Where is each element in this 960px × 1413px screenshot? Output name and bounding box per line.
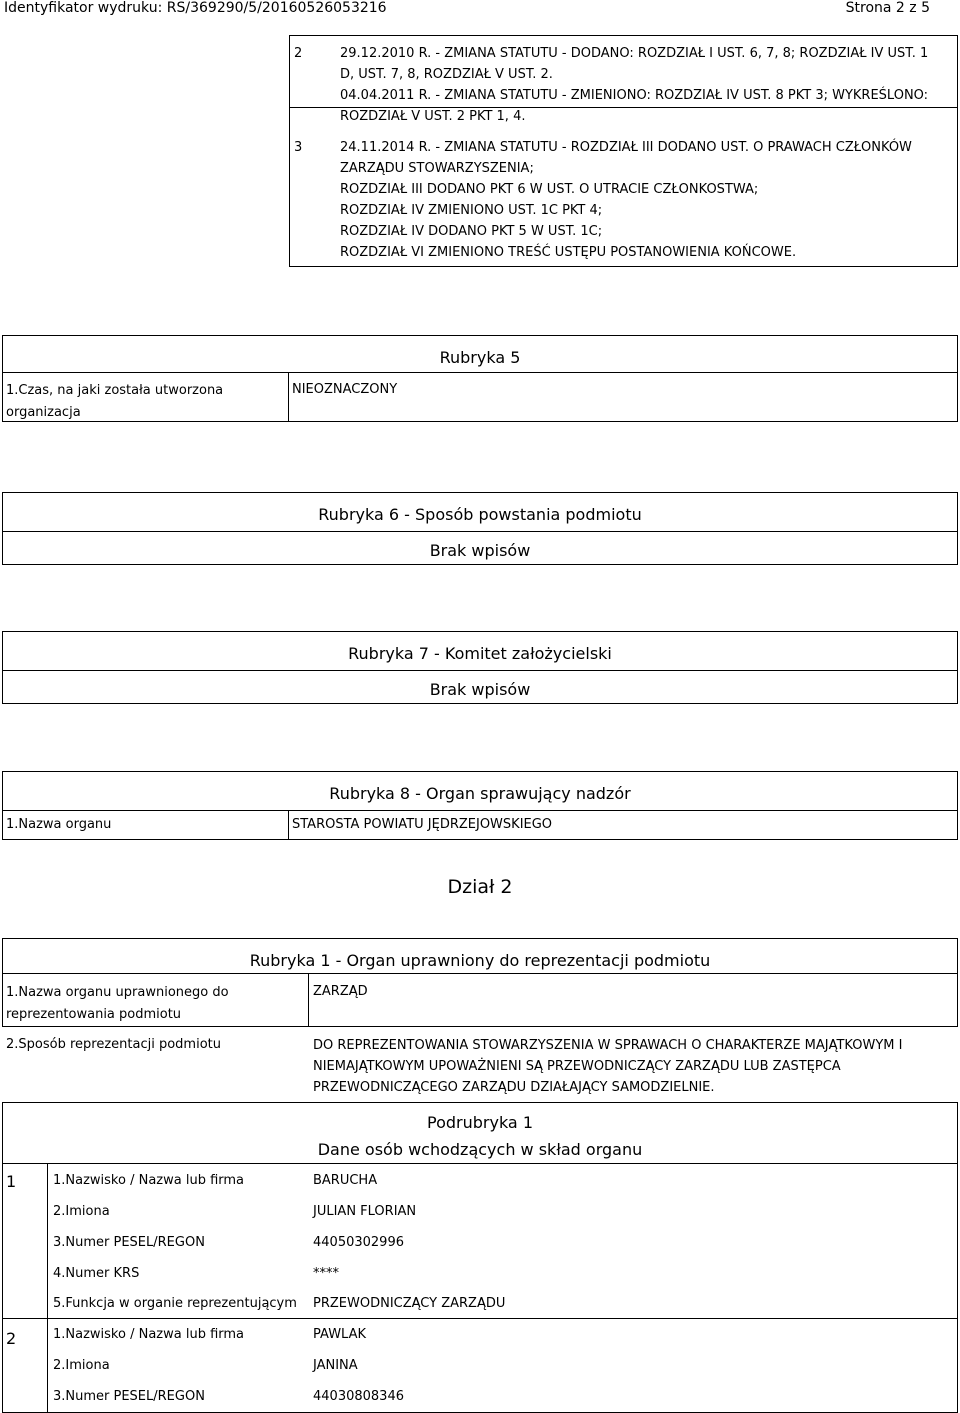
rubryka6-empty: Brak wpisów (429, 541, 531, 560)
rubryka8-value: STAROSTA POWIATU JĘDRZEJOWSKIEGO (292, 817, 553, 832)
organ-name-label-line: reprezentowania podmiotu (6, 1007, 182, 1022)
print-identifier: Identyfikator wydruku: RS/369290/5/20160526053216 (4, 0, 387, 16)
organ-name-label (6, 982, 229, 1026)
field-value: BARUCHA (313, 1173, 378, 1188)
field-label: 2.Imiona (53, 1204, 110, 1219)
representation-label: 2.Sposób reprezentacji podmiotu (6, 1037, 221, 1052)
change-line: ROZDZIAŁ IV ZMIENIONO UST. 1C PKT 4; (340, 203, 603, 218)
rubryka8-title: Rubryka 8 - Organ sprawujący nadzór (329, 784, 631, 803)
rubryka5-title: Rubryka 5 (439, 348, 521, 367)
rubryka6-title: Rubryka 6 - Sposób powstania podmiotu (318, 505, 642, 524)
field-label: 1.Nazwisko / Nazwa lub firma (53, 1173, 245, 1188)
rubryka8-label: 1.Nazwa organu (6, 817, 112, 832)
field-value: PRZEWODNICZĄCY ZARZĄDU (313, 1296, 506, 1311)
change-line: ROZDZIAŁ III DODANO PKT 6 W UST. O UTRACIE CZŁONKOSTWA; (340, 182, 759, 197)
change-entry (340, 137, 912, 263)
organ-name-value-cell (308, 973, 958, 1027)
organ-name-value: ZARZĄD (313, 984, 368, 999)
field-label: 4.Numer KRS (53, 1266, 140, 1281)
person-number: 2 (6, 1329, 17, 1348)
field-label: 2.Imiona (53, 1358, 110, 1373)
rubryka7-empty: Brak wpisów (429, 680, 531, 699)
field-label: 5.Funkcja w organie reprezentującym (53, 1296, 297, 1311)
person-number: 1 (6, 1172, 17, 1191)
representation-line: PRZEWODNICZĄCEGO ZARZĄDU DZIAŁAJĄCY SAMODZIELNIE. (313, 1080, 715, 1095)
field-value: 44030808346 (313, 1389, 404, 1404)
field-label: 3.Numer PESEL/REGON (53, 1389, 205, 1404)
organ-name-label-line: 1.Nazwa organu uprawnionego do (6, 985, 229, 1000)
field-value: JULIAN FLORIAN (313, 1204, 417, 1219)
page-number: Strona 2 z 5 (845, 0, 930, 16)
representation-value (313, 1035, 902, 1098)
dzial2-rubryka1-title: Rubryka 1 - Organ uprawniony do reprezentacji podmiotu (249, 951, 711, 970)
representation-line: DO REPREZENTOWANIA STOWARZYSZENIA W SPRAWACH O CHARAKTERZE MAJĄTKOWYM I (313, 1038, 903, 1053)
change-line: ROZDZIAŁ VI ZMIENIONO TREŚĆ USTĘPU POSTANOWIENIA KOŃCOWE. (340, 245, 797, 260)
podrubryka-subtitle: Dane osób wchodzących w skład organu (317, 1140, 643, 1159)
field-value: JANINA (313, 1358, 358, 1373)
change-number: 3 (294, 140, 303, 155)
change-line: ROZDZIAŁ IV DODANO PKT 5 W UST. 1C; (340, 224, 603, 239)
rubryka5-value-cell (288, 372, 958, 422)
change-line: 04.04.2011 R. - ZMIANA STATUTU - ZMIENIONO: ROZDZIAŁ IV UST. 8 PKT 3; WYKREŚLONO: (340, 88, 929, 103)
change-entry (340, 43, 928, 127)
change-number: 2 (294, 46, 303, 61)
field-label: 1.Nazwisko / Nazwa lub firma (53, 1327, 245, 1342)
representation-line: NIEMAJĄTKOWYM UPOWAŻNIENI SĄ PRZEWODNICZĄCY ZARZĄDU LUB ZASTĘPCA (313, 1059, 841, 1074)
field-label: 3.Numer PESEL/REGON (53, 1235, 205, 1250)
change-line: 24.11.2014 R. - ZMIANA STATUTU - ROZDZIAŁ III DODANO UST. O PRAWACH CZŁONKÓW (340, 140, 912, 155)
field-value: PAWLAK (313, 1327, 367, 1342)
rubryka7-title: Rubryka 7 - Komitet założycielski (348, 644, 612, 663)
rubryka5-value: NIEOZNACZONY (292, 382, 398, 397)
rubryka5-label: 1.Czas, na jaki została utworzona organizacja (6, 383, 224, 420)
change-line: D, UST. 7, 8, ROZDZIAŁ V UST. 2. (340, 67, 553, 82)
podrubryka-title: Podrubryka 1 (427, 1113, 533, 1132)
section-title: Dział 2 (447, 876, 513, 898)
change-line: 29.12.2010 R. - ZMIANA STATUTU - DODANO: ROZDZIAŁ I UST. 6, 7, 8; ROZDZIAŁ IV UST. 1 (340, 46, 929, 61)
field-value: **** (313, 1266, 339, 1281)
field-value: 44050302996 (313, 1235, 404, 1250)
change-line: ROZDZIAŁ V UST. 2 PKT 1, 4. (340, 109, 526, 124)
change-line: ZARZĄDU STOWARZYSZENIA; (340, 161, 534, 176)
